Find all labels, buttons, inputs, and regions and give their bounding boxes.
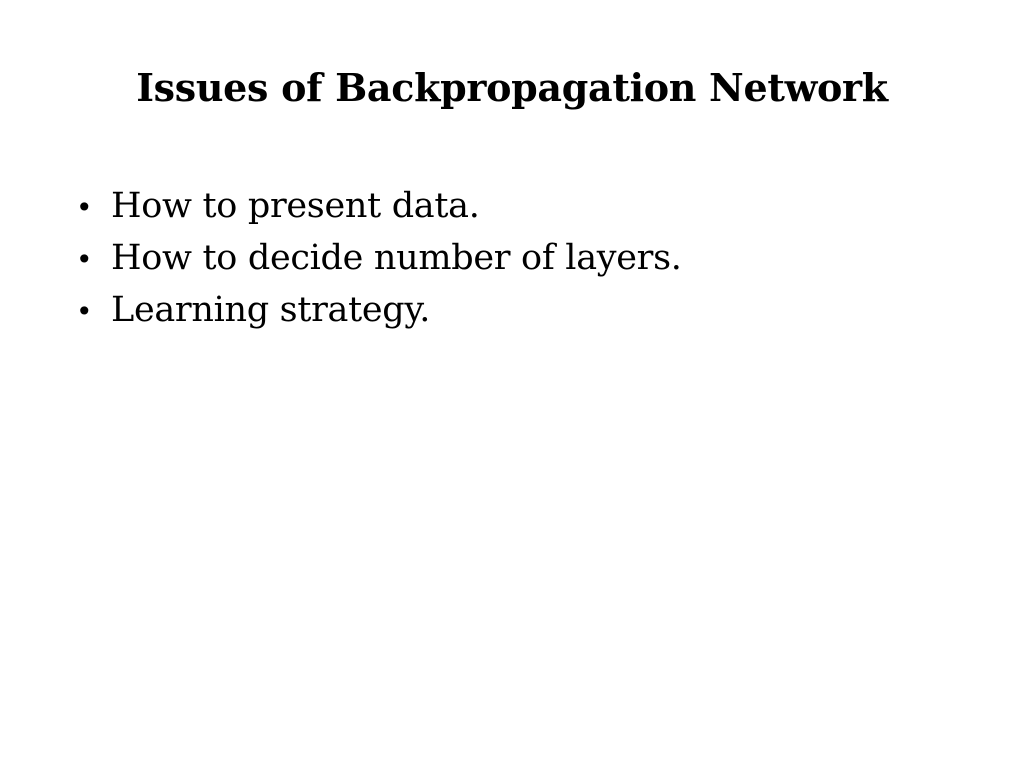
bullet-list [76,180,682,336]
list-item [76,284,682,336]
bullet-icon: • [76,295,93,328]
bullet-icon: • [76,191,93,224]
bullet-text: How to present data. [111,186,480,226]
bullet-text: Learning strategy. [111,290,431,330]
bullet-icon: • [76,243,93,276]
list-item [76,180,682,232]
bullet-text: How to decide number of layers. [111,238,682,278]
list-item [76,232,682,284]
slide-title: Issues of Backpropagation Network [136,65,888,110]
